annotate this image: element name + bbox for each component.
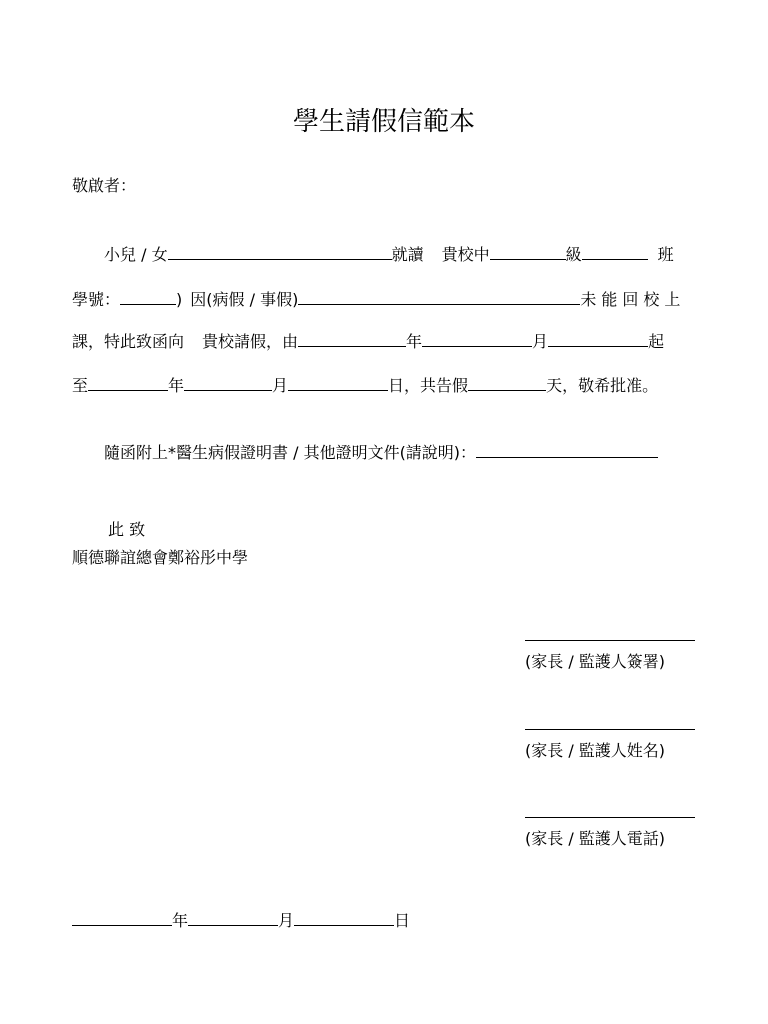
to-month-blank[interactable] [184,373,272,391]
days-blank[interactable] [468,373,546,391]
guardian-name-label: (家長 / 監護人姓名) [525,741,666,760]
para-line-4 [72,373,658,396]
date-line [72,908,410,931]
attachment-line [104,440,658,463]
student-no-blank[interactable] [120,287,176,305]
para-line-2 [72,287,685,310]
attachment-label: 隨函附上*醫生病假證明書 / 其他證明文件(請說明)： [104,443,477,462]
from-year-blank[interactable] [298,329,406,347]
letter-text-2: 貴校請假，由 [202,332,299,351]
reason-label: 因(病假 / 事假) [190,290,299,309]
from-year-label: 年 [406,332,423,351]
days-request-text: 天，敬希批准。 [546,376,659,395]
signature-line[interactable] [525,640,695,641]
page-title: 學生請假信範本 [292,107,475,137]
student-name-blank[interactable] [168,242,392,260]
salutation: 敬啟者： [72,176,137,195]
closing-regards: 此 致 [108,520,146,539]
para-line-3 [72,329,664,352]
school-name: 順德聯誼總會鄭裕彤中學 [72,548,249,567]
from-month-label: 月 [532,332,549,351]
guardian-phone-line[interactable] [525,817,695,818]
from-day-blank[interactable] [548,329,648,347]
to-label: 至 [72,376,89,395]
attachment-blank[interactable] [476,440,658,458]
grade-label: 級 [565,245,582,264]
close-paren: ) [176,290,183,309]
to-year-blank[interactable] [88,373,168,391]
to-year-label: 年 [168,376,185,395]
from-label: 起 [648,332,665,351]
class-blank[interactable] [582,242,648,260]
child-prefix: 小兒 / 女 [104,245,168,264]
student-no-label: 學號： [72,290,121,309]
date-day-blank[interactable] [294,908,394,926]
date-month-blank[interactable] [188,908,278,926]
guardian-name-line[interactable] [525,729,695,730]
school-honorific: 貴校中 [441,245,490,264]
date-month-label: 月 [278,911,295,930]
para-line-1 [104,242,674,265]
letter-text-1: 課，特此致函向 [72,332,185,351]
cannot-return-text: 未能回校上 [580,290,686,309]
date-day-label: 日 [394,911,411,930]
guardian-phone-label: (家長 / 監護人電話) [525,829,666,848]
to-day-blank[interactable] [288,373,388,391]
class-label: 班 [657,245,674,264]
date-year-blank[interactable] [72,908,172,926]
day-total-text: 日，共告假 [388,376,469,395]
grade-blank[interactable] [490,242,566,260]
study-text: 就讀 [391,245,424,264]
date-year-label: 年 [172,911,189,930]
reason-blank[interactable] [298,287,580,305]
to-month-label: 月 [272,376,289,395]
from-month-blank[interactable] [422,329,532,347]
signature-label: (家長 / 監護人簽署) [525,652,666,671]
